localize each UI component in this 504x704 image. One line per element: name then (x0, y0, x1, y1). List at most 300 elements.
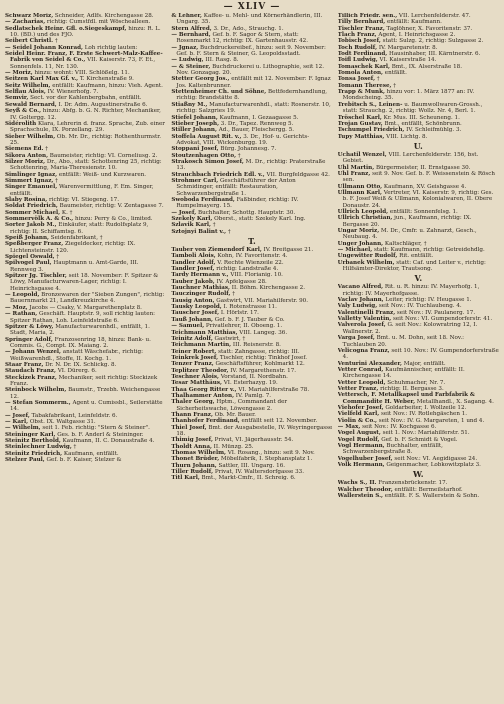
entry-details: Agent, I. Heinrichsgasse 2. (376, 32, 456, 39)
entry-name: Stoutzenhagen Otto, (171, 152, 237, 159)
entry-details: hinzu: R. L. 10. (BD.) und des FJO. (10, 25, 161, 39)
entry-name: Venturini Alexander, (337, 360, 402, 367)
entry-name: Tauczinger Rudolf, (171, 291, 231, 298)
entry-details: Kohn, IV. Favoritenstr. 4. (215, 253, 288, 260)
entry-details: Gastwirt, VII. Mariahilferstr. 90. (214, 297, 309, 304)
column-1 (5, 13, 166, 702)
entry-details: VI. Mariahilferstraße 78. (236, 386, 310, 393)
entry-name: Stelzer Paul, (5, 457, 45, 464)
entry-name: Ullrich Christian, (337, 215, 393, 222)
entry-name: Teiner Robert, (171, 348, 217, 355)
entry-details: † (54, 254, 60, 261)
entry-name: Thalhammer Anton, (171, 392, 235, 399)
entry-name: Vacano Alfred, (337, 284, 384, 291)
entry-name: Spitzer Jg. Tischler, (5, 273, 67, 280)
entry-details: seit 1. Nov.: Mariahilferstr. 51. (380, 430, 470, 437)
entry-name: Silzer Moriz, (5, 158, 46, 165)
entry-details: Bürgermeister, II. Ernstgasse 30. (374, 164, 471, 171)
entry-details: † (71, 444, 77, 451)
entry-name: Thaa Georg Ritter v., (171, 386, 237, 393)
directory-entry (5, 134, 166, 147)
entry-name: Tischler Franz, (337, 25, 385, 32)
entry-details: † (375, 76, 380, 83)
entry-details: Klara, Lehrerin d. franz. Sprache, Zub. einer Sprachschule, IX. Porzellang. 29. (10, 120, 165, 134)
entry-name: Velicogna Franz, (337, 347, 390, 354)
entry-name: Seitz Wilhelm, (5, 82, 51, 89)
entry-details: VI. Kaiserstraße 14. (377, 57, 437, 64)
entry-details: Geschäftsführer, Kohlmarkt 12. (213, 361, 305, 368)
entry-details: Ges. b. F. Anderl & Steininger. (55, 431, 144, 438)
directory-entry (171, 197, 332, 210)
entry-details: richtig: Cumstfdl. mit Wöschealleen. (45, 19, 151, 26)
entry-details: statt: Caf. und Leiter v., richtig: Hilfsämter-Direktor, Trautsong. (342, 259, 486, 273)
entry-details: IV. Margaretenstr. 8. (377, 44, 438, 51)
entry-details: entfällt mit 12. November: F. Ignaz Jos. Kaltenbrunner. (176, 76, 331, 89)
entry-details: Franzensbrückenstr. 17. (376, 480, 448, 487)
entry-name: Unger Johann, (337, 240, 384, 247)
entry-details: Buchdruckereibef., hinzu: seit 9. November: Gef. b. F. Stern & Steiner, G. Leopoldsstadt. (176, 44, 326, 58)
entry-details: Kaufmann, XV. Geishgasse 4. (382, 183, 467, 190)
entry-details: † (53, 38, 58, 45)
entry-name: — Wilhelm, (5, 425, 41, 432)
entry-details: G. seit Nov.: Kolowratring 12, I. Wallnerstr. 2. (342, 322, 478, 335)
entry-name: Seibert Christl. (5, 38, 54, 45)
entry-details: hinzu: Perry & Co., limited. (73, 216, 153, 222)
entry-details: I. Rotenstrasse 11. (221, 304, 277, 311)
entry-name: Szekely Karl, (171, 216, 213, 222)
entry-details: Leiter, richtig: IV. Heugasse 1. (383, 297, 472, 304)
entry-name: Steininger Karl, (5, 431, 56, 438)
entry-details: † (236, 152, 241, 159)
entry-details: Baumeister, richtig: VI. Corneliusg. 2. (48, 152, 158, 159)
entry-details: richtig: VI. Stiegeng. 17. (47, 196, 119, 203)
entry-name: — Josef, (171, 209, 197, 216)
entry-name: Vogel Rudolf, (337, 436, 380, 443)
entry-name: Tardy Hermann v., (171, 272, 229, 279)
entry-details: Hptm., Commandant der Sicherheitswache, Löwengasse 2. (176, 399, 288, 412)
entry-name: Ungewitter Rudolf, (337, 253, 398, 260)
directory-entry (5, 26, 166, 39)
entry-details: 3. Dr., Hof- u. Gerichts-Advokat, VIII. Wickenburgg. 19. (176, 133, 310, 146)
entry-details: entfällt: Kaufmann, hinzu: Vieh. Agent. (50, 82, 163, 89)
entry-details: Oberst., statt: Szekely Karl. Ing. (212, 216, 306, 222)
entry-name: Stoffela August Rit. v., (171, 133, 242, 140)
entry-name: Tonsa Josef, (337, 76, 376, 83)
entry-name: Valy Ludwig, (337, 303, 378, 310)
entry-name: Tomola Anton, (337, 70, 383, 77)
entry-name: — Josef, (5, 412, 30, 419)
entry-name: Ullrich Leopold, (337, 208, 389, 215)
entry-name: Steinitz Friedrich, (5, 450, 63, 457)
entry-name: Tobisch Josef, (337, 38, 381, 45)
entry-details: seit 18. November: F. Spitzer & Löwy, Manufacturwaren-Lager, richtig: I. Heinrichsgasse 4. (10, 273, 159, 292)
entry-details: IV. Schleifmühlg. 3. (404, 127, 462, 134)
directory-entry (5, 273, 166, 292)
entry-name: Sorter Jakob M., (5, 222, 57, 229)
entry-details: Gastwirt, † (212, 335, 246, 342)
directory-entry (5, 260, 166, 273)
directory-entry (338, 89, 499, 102)
entry-details: Sattler, III. Ungarg. 16. (216, 462, 286, 469)
entry-details: VII. Kaiserstr. 73, F. Et., Sonnenfels. 11, Nr. 130. (10, 57, 156, 70)
entry-name: Volk Hermann, (337, 462, 385, 469)
entry-name: Varga Josef, (337, 335, 375, 342)
entry-details: Vertreter, VI. Kaiserstr. 9, richtig: Ges. b. F. Josef Weiß & Ullmann, Kolonialwaren, II. Obere Donaustr. 24. (342, 189, 494, 209)
entry-name: — Michael, (337, 247, 373, 254)
entry-details: Mechaniker, seit richtig: Steckizek Franz. (10, 374, 158, 387)
entry-name: Tupy Matthias, (337, 133, 385, 140)
entry-name: Slaby Rosina, (5, 196, 48, 203)
entry-details: Gef. b. F. J. Tauber & Co. (213, 316, 285, 323)
entry-name: Sidérolith (5, 120, 37, 127)
entry-name: Tomann Therese, (337, 82, 392, 89)
directory-entry (5, 457, 166, 463)
entry-name: Tschumpel Friedrich, (337, 127, 405, 134)
entry-name: Thomas Wilhelm, (171, 450, 226, 457)
entry-name: Steckizek Franz, (5, 374, 57, 381)
entry-details: VIII. Lerchenfelderstr. 156, bst. Gebiet. (342, 151, 479, 165)
entry-name: Teplitzer Theodor, (171, 367, 229, 374)
directory-entry (338, 493, 499, 499)
directory-entry (5, 311, 166, 324)
entry-details: hinzu vor: 1. März 1877 an: IV. Mondscheing. 35. (342, 89, 475, 102)
entry-name: Tholdt Anna, (171, 443, 212, 450)
entry-details: Ob. Mr. Dr., richtig: Rothenthurmstr. 25. (10, 133, 162, 146)
entry-details: Ob. Mr. Bauer. (212, 411, 256, 418)
directory-entry (5, 349, 166, 362)
entry-name: Trojan Gustav, (337, 120, 383, 127)
entry-details: VII. Burgfeldgasse 42. (264, 171, 330, 178)
entry-name: Soldat Friedrich, (5, 203, 58, 210)
entry-name: Tillich Friedr. sen., (337, 13, 398, 19)
directory-entry (338, 215, 499, 228)
entry-details: III. Rasg. 8. (203, 57, 239, 64)
entry-name: Viehofer Josef, (337, 404, 384, 411)
entry-details: Bmt., Markt-Cmfr., II. Schreig. 6. (199, 475, 296, 482)
entry-details: Bmt., entfällt, Schönbrunn. (382, 120, 462, 127)
entry-details: Goldarbeiter, I. Wollzeile 12. (383, 404, 467, 411)
entry-details: Hausinhaber, III. Kärntnerstr. 6. (387, 51, 481, 58)
directory-entry (5, 400, 166, 413)
entry-details: Dr. N. Dr. IX. Schlickg. 8. (43, 361, 117, 368)
entry-name: Speßberger Franz, (5, 241, 64, 248)
section-letter: V. (414, 273, 423, 284)
entry-name: Spiegel Oswald, (5, 254, 55, 261)
entry-details: hinzu: wohnt: VIII. Schlößelg. 11. (32, 70, 130, 77)
directory-entry (338, 462, 499, 468)
entry-details: Buchdruckerei u. Lithographie, seit 12. Nov. Gonzagag. 20. (176, 63, 324, 77)
entry-details: † (211, 222, 216, 229)
entry-name: Tenzer Franz, (171, 361, 214, 368)
directory-entry (5, 184, 166, 197)
entry-details: M. Dr., richtig: Praterstraße 13. (176, 158, 326, 172)
directory-entry (171, 64, 332, 77)
entry-name: — Leopold, (5, 292, 40, 299)
entry-name: Speiß Johann, (5, 235, 49, 242)
entry-name: Selflau Alois, (5, 89, 46, 96)
entry-details: Buchhalter, entfällt, Schwarzenbergstraße 8. (342, 443, 443, 456)
directory-entry (5, 324, 166, 337)
entry-details: Bettfedernhandlung, richtig: Brandstätte 8. (176, 89, 327, 102)
entry-name: Seitzen Karl Max Gf. v., (5, 76, 79, 83)
entry-details: † (391, 82, 397, 89)
directory-entry (338, 228, 499, 241)
entry-name: — Samuel, (171, 323, 205, 330)
directory-entry (171, 134, 332, 147)
entry-name: Teichmann Matthias, (171, 329, 238, 336)
entry-name: Uhl Franz, (337, 170, 371, 177)
entry-name: Trebitsch S., Leinen- (337, 101, 403, 108)
directory-entry (171, 425, 332, 438)
entry-name: Vogel August, (337, 430, 381, 437)
directory-entry (338, 134, 499, 140)
entry-details: Privat, IV. Waltersdorfgasse 33. (213, 469, 305, 476)
entry-details: hinzu: Abfg. b. G. N. Richter, Mechaniker, IV. Goltergg. 12. (10, 108, 161, 121)
directory-entry (5, 108, 166, 121)
entry-name: Thann Franz, (171, 411, 213, 418)
entry-name: Springer Adolf, (5, 336, 53, 343)
entry-details: Taglöhner, X. Favoritenstr. 37. (384, 25, 473, 32)
entry-name: Sedlatschek Heinr. Gfl. o.Siegeskampf, (5, 25, 127, 32)
directory-entry (171, 399, 332, 412)
entry-name: Vettersch, F. Metallkapsel und Farbfabrik & Commandite H. Weber, (337, 392, 475, 405)
entry-name: — Rathan, (5, 311, 38, 318)
entry-name: Uchatil Wenzel, (337, 151, 387, 158)
directory-entry (5, 121, 166, 134)
entry-name: Szlavik Karl, (171, 222, 211, 229)
entry-name: Steinlechner Ludwig, (5, 444, 72, 451)
entry-details: Jacobs — Csaky, V. Margarethenplatz 8. (27, 304, 142, 311)
entry-name: Tausig Anton, (171, 297, 215, 304)
entry-details: Agent u. Cumissbl., Seilerstätte 14. (10, 399, 163, 413)
entry-name: Stiller Johann, (171, 127, 217, 134)
entry-name: Steinitz Berthold, (5, 438, 61, 445)
entry-name: Thonet Brüder, (171, 456, 220, 463)
entry-name: Swoboda Ferdinand, (171, 196, 235, 203)
entry-name: Spitzer & Löwy, (5, 323, 54, 330)
entry-name: Sieber Wilhelm, (5, 133, 56, 140)
entry-name: — Moriz, (5, 70, 33, 77)
entry-details: T. Kirchenstraße 9. (78, 76, 134, 83)
entry-details: entfällt seit 12. November. (239, 418, 318, 425)
directory-entry (171, 32, 332, 45)
directory-entry (338, 102, 499, 115)
directory-entry (5, 241, 166, 254)
directory-entry (338, 260, 499, 273)
entry-details: Bmt. der Ausgabestelle, IV. Weyringergasse 18. (176, 424, 333, 437)
entry-details: Tabakfabrikant, Leinfeldstr. 6. (29, 412, 118, 419)
entry-name: Sommervölk A. & Co., (5, 216, 74, 222)
directory-entry (171, 76, 332, 89)
directory-entry (171, 159, 332, 172)
entry-name: Stiefel Johann, (171, 114, 218, 121)
entry-details: IV. Apfelgasse 28. (214, 278, 267, 285)
entry-name: Simlinger Ignaz, (5, 171, 58, 178)
entry-details: seit Nov.: IV. G. Margareten, 1 und 4. (377, 417, 485, 424)
entry-details: VI. Rosang., hinzu: seit 9. Nov. (225, 450, 315, 457)
entry-details: Franzosenring 18, hinzu: Bank- u. Commis. G., Compt. IX. Maiang. 2. (10, 336, 151, 349)
entry-details: entfällt: Bermeilstarhof. (392, 486, 463, 493)
entry-name: Sztojnyi Balint v., (171, 228, 227, 235)
entry-name: Tiller Rudolf, (171, 469, 214, 476)
entry-name: Seidel Heinr. Franz, F. Erste Schwert-Malz-Kaffee-Fabrik von Seidel & Co., (5, 51, 163, 64)
entry-details: Major, entfällt. (401, 360, 446, 367)
directory-entry (338, 392, 499, 405)
entry-name: Sikora Anton, (5, 152, 49, 159)
entry-name: Ungar Moriz, (337, 228, 380, 234)
entry-details: statt: Zahngasse, richtig: III. (216, 348, 300, 355)
entry-name: Vielfeld Karl, (337, 411, 380, 418)
entry-name: Staudach Franz, (5, 368, 56, 375)
entry-details: Einkäufer, statt: Rudolfsplatz 9, richtig: II. Schiffamtsg. 6. (10, 222, 149, 235)
entry-name: Stiaßny M., (171, 101, 208, 108)
entry-name: Ullmann Karl, (337, 189, 382, 196)
entry-name: Sewald Bernard, (5, 101, 57, 108)
entry-details: seit Nov.: IV. Kochgasse 6. (360, 423, 437, 430)
entry-name: Valverola Josef, (337, 322, 386, 329)
entry-name: Vaclav Johann, (337, 297, 384, 304)
entry-details: Privat, VI. Jägerhausstr. 54. (212, 437, 294, 444)
entry-name: Violin & Co., (337, 417, 377, 424)
directory-entry (5, 222, 166, 235)
entry-details: I. Dr. Adm. Augustinerstraße 6. (56, 101, 148, 108)
entry-details: Vorstand, II. Nordbahn. (218, 373, 288, 380)
entry-name: Sommer Michael, (5, 209, 61, 216)
entry-details: VI. Esterhazyg. 19. (221, 380, 278, 387)
entry-details: Sect. vor der Kahlenbergbahn, entfällt. (28, 95, 142, 102)
entry-details: Metallhandl., X. Sagang. 4. (415, 398, 494, 405)
entry-details: Geigenmacher, Lobkowitzplatz 3. (384, 462, 481, 469)
entry-name: Tandler Adolf, (171, 259, 216, 266)
directory-entry (338, 152, 499, 165)
entry-name: Stern Alfred, (171, 25, 212, 32)
entry-name: Tamboli Alois, (171, 253, 216, 260)
directory-entry (338, 348, 499, 361)
entry-details: VII. Lerchenfelderstr. 47. (397, 13, 471, 19)
directory-entry (171, 45, 332, 58)
entry-name: — Seidel Johann Konrad, (5, 44, 83, 51)
entry-details: Kaufmann, entfällt. (62, 450, 119, 457)
page-header: — XLIV — (223, 2, 281, 12)
entry-details: Bmt., IX. Alserstraße 18. (389, 63, 463, 70)
entry-name: Uhl Martin, (337, 164, 375, 171)
entry-details: Hauptmann u. Amt-Garde, III. Rennweg 3. (10, 260, 139, 273)
column-3 (338, 13, 499, 702)
entry-details: seit Nov.: IV. Tuchlaubeng. 4. (377, 303, 462, 310)
entry-name: Valentinelli Franz, (337, 309, 396, 316)
entry-details: K. † (60, 209, 73, 216)
entry-name: Toch Rudolf, (337, 44, 378, 51)
entry-name: Ullmann Otto, (337, 183, 383, 190)
entry-details: Dr., Abo., statt: Schottenring 25, richtig: Schottenring, Maria-Theresienstr. 10. (10, 158, 162, 172)
directory-entry (171, 178, 332, 197)
entry-name: Stieber Joseph, (171, 120, 220, 127)
entry-details: Privatlehrer, II. Oboeng. 1. (204, 323, 283, 330)
directory-entry (338, 322, 499, 335)
entry-name: — Jgnaz, (171, 44, 199, 51)
entry-name: — Karl, (5, 419, 29, 425)
entry-name: Thimig Josef, (171, 437, 213, 444)
entry-name: Trapp & Munk, (337, 89, 385, 96)
entry-name: Seyß & Co., (5, 108, 42, 115)
entry-name: Toifl Ludwig, (337, 57, 378, 64)
directory-entry (338, 171, 499, 184)
entry-name: Thurn Johann, (171, 462, 217, 469)
entry-name: Teinkrek Josef, (171, 354, 219, 361)
entry-details: Warenvermittlung, F. Em. Singer, entfällt. (10, 184, 154, 197)
entry-details: seit 1. Feb. richtig: "Stern & Steiner". (40, 425, 150, 432)
directory-entry (5, 159, 166, 172)
entry-details: Baumeister, richtig: V. Zentagasse 7. (57, 203, 164, 210)
entry-details: seit 10. Nov.: IV. Gumpendorferstraße 4. (342, 347, 499, 361)
entry-name: Tesar Matthäus, (171, 380, 222, 387)
directory-entry (338, 335, 499, 348)
entry-name: Stoppani Josef, (171, 146, 219, 153)
entry-details: Möbelfabrik, I. Stephansplatz 1. (219, 456, 313, 463)
entry-name: Todt Ferdinand, (337, 51, 388, 58)
directory-entry (338, 284, 499, 297)
entry-details: richtig: Landstraße 4. (214, 266, 279, 273)
entry-details: Loh richtig lauten: (82, 44, 138, 51)
entry-details: Buchhalter, Schottg. Hauptstr. 30. (196, 209, 296, 216)
entry-details: II. Münzg. 25. (211, 443, 254, 450)
directory-entry (171, 102, 332, 115)
entry-details: IV. Pamlg. 7. (234, 392, 272, 399)
entry-name: Vetter Leopold, (337, 379, 386, 386)
entry-name: Vogelhuber Josef, (337, 455, 393, 462)
entry-details: V. Rechte Wienzeile 22. (215, 259, 284, 266)
entry-name: — Bernhard, (171, 32, 211, 39)
section-letter: T. (248, 236, 256, 247)
entry-details: seit 9. Nov. Gef. b. F. Weissenstein & Rösch sen. (342, 170, 496, 184)
entry-details: richtig: II. Bergasse 3. (378, 385, 444, 392)
entry-details: anstatt Wäschefabr., richtig: Weißwarenhdl., Stoffe, II. Kochg. 1. (10, 349, 143, 362)
directory-entry (5, 387, 166, 400)
entry-name: Teinitz Adolf, (171, 335, 213, 342)
entry-name: Tauber von Ziemendorf Karl, (171, 247, 262, 254)
entry-details: Kaufmann, I. Gezaagasse 5. (217, 114, 299, 121)
entry-name: Tlach Franz, (337, 32, 377, 39)
entry-details: IV. Margarethenstr. 17. (228, 367, 297, 374)
entry-details: Kr. Mus. III. Scheuneng. 1. (381, 114, 460, 121)
entry-details: Faßbinder, richtig: IV. Rumpelmayerg. 15. (176, 196, 299, 210)
entry-details: M. Dr., Cmfr. u. Zahnarzt, Gesch., Neubaug. 4. (342, 228, 477, 241)
entry-name: Stettenheimer Ch. und Söhne, (171, 89, 267, 96)
entry-details: seit Nov.: VI. Gumpendorferstr. 41. (391, 316, 493, 323)
entry-details: Ziegeldecker, richtig: IX. Lichtensteinstr. 120. (10, 241, 136, 254)
entry-details: † (230, 291, 236, 298)
entry-name: — Johann Wenzel, (5, 349, 61, 356)
entry-name: & Lehner, (171, 13, 202, 19)
entry-name: Strakosch Simon Josef, (171, 158, 244, 165)
section-letter: W. (413, 469, 424, 480)
entry-details: Kaufmännischer, entfällt: II. Kirchengasse 14. (342, 366, 465, 380)
entry-details: Kaltschläger, † (383, 240, 427, 247)
entry-name: Schwarz Moriz, (5, 13, 54, 19)
entry-details: IV. Breitgasse 21. (261, 247, 314, 254)
entry-name: Thaler Georg, (171, 399, 215, 406)
entry-name: Tauß Johann, (171, 316, 213, 323)
entry-name: — Max, (337, 423, 361, 430)
entry-details: Kaffee- u. Mehl- und Körnerhändlerin, III. Ungarg. 35. (176, 13, 323, 26)
directory-entry (171, 13, 332, 26)
directory-entry (338, 367, 499, 380)
entry-details: Manufacturwarenhdl., entfällt, 1. Stadt, Maria, 2. (10, 323, 150, 337)
entry-name: — Zacharias, (5, 19, 46, 26)
entry-name: Walcher Theodor, (337, 486, 393, 493)
entry-name: Urbanek Wilhelm, (337, 259, 395, 266)
entry-name: Tröschel Karl, (337, 114, 382, 121)
